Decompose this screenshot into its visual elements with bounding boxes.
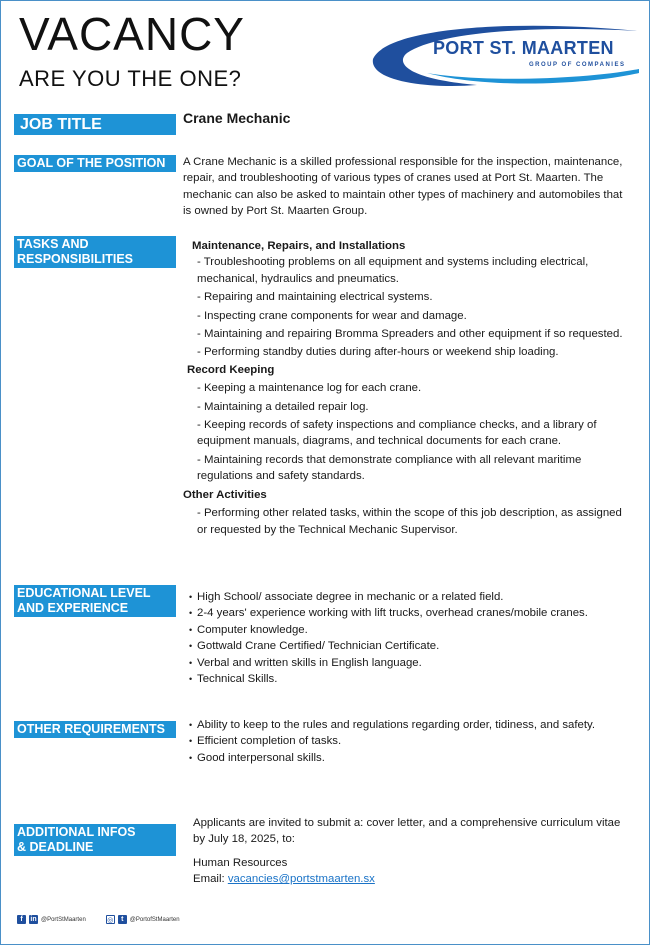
application-instructions: Applicants are invited to submit a: cover letter, and a comprehensive curriculum vitae by July 18, 2025, to: bbox=[193, 817, 621, 846]
tasks-content bbox=[183, 238, 633, 538]
email-label: Email: bbox=[193, 873, 228, 886]
logo-group: GROUP OF COMPANIES bbox=[529, 62, 626, 68]
other-requirements-label: OTHER REQUIREMENTS bbox=[14, 721, 176, 738]
tasks-label-line1: TASKS AND bbox=[17, 237, 89, 251]
social-handle: @PortStMaarten bbox=[41, 916, 86, 923]
list-item: • Ability to keep to the rules and regulations regarding order, tidiness, and safety. bbox=[187, 717, 637, 733]
social-footer bbox=[17, 915, 180, 924]
list-item: • Good interpersonal skills. bbox=[187, 750, 637, 766]
additional-info-label-line1: ADDITIONAL INFOS bbox=[17, 825, 136, 839]
list-item: • Gottwald Crane Certified/ Technician Certificate. bbox=[187, 638, 637, 654]
task-item: - Maintaining records that demonstrate compliance with all relevant maritime regulations and safety standards. bbox=[197, 453, 582, 483]
goal-text: A Crane Mechanic is a skilled professional responsible for the inspection, maintenance, repair, and troubleshooting of various types of cranes used at Port St. Maarten. The mechanic can also be asked to maintain other types of machinery and automobiles that is owned by Port St. Maarten Group. bbox=[183, 156, 623, 218]
twitter-icon[interactable]: t bbox=[118, 915, 127, 924]
list-item: • Efficient completion of tasks. bbox=[187, 733, 637, 749]
task-item: - Keeping records of safety inspections and compliance checks, and a library of equipment manuals, diagrams, and technical documents for each crane. bbox=[197, 419, 597, 448]
task-item: - Troubleshooting problems on all equipment and systems including electrical, mechanical, hydraulics and pneumatics. bbox=[197, 256, 589, 285]
list-item: • 2-4 years' experience working with lift trucks, overhead cranes/mobile cranes. bbox=[187, 605, 637, 621]
additional-info-content bbox=[193, 815, 623, 888]
task-item: - Maintaining a detailed repair log. bbox=[197, 400, 369, 413]
vacancy-subheading: ARE YOU THE ONE? bbox=[19, 66, 242, 91]
email-link[interactable]: vacancies@portstmaarten.sx bbox=[227, 873, 375, 886]
vacancy-heading: VACANCY bbox=[19, 8, 245, 60]
linkedin-icon[interactable]: in bbox=[30, 916, 37, 923]
tasks-label bbox=[14, 236, 176, 268]
task-item: - Repairing and maintaining electrical systems. bbox=[197, 291, 433, 304]
task-group-heading: Maintenance, Repairs, and Installations bbox=[192, 240, 406, 252]
contact-email-line bbox=[193, 871, 623, 887]
task-item: - Performing standby duties during after-hours or weekend ship loading. bbox=[197, 346, 559, 359]
task-group-heading: Record Keeping bbox=[187, 363, 275, 376]
logo-name: PORT ST. MAARTEN bbox=[433, 38, 614, 58]
goal-label: GOAL OF THE POSITION bbox=[14, 155, 176, 172]
education-label-line2: AND EXPERIENCE bbox=[17, 601, 129, 615]
list-item: • Verbal and written skills in English language. bbox=[187, 655, 637, 671]
additional-info-label bbox=[14, 824, 176, 856]
instagram-icon[interactable]: ◎ bbox=[107, 916, 114, 924]
contact-name: Human Resources bbox=[193, 856, 288, 869]
task-item: - Maintaining and repairing Bromma Spreaders and other equipment if so requested. bbox=[197, 328, 623, 341]
education-list bbox=[187, 589, 637, 687]
education-label-line1: EDUCATIONAL LEVEL bbox=[17, 586, 151, 600]
tasks-label-line2: RESPONSIBILITIES bbox=[17, 252, 133, 266]
task-item: - Inspecting crane components for wear and damage. bbox=[197, 309, 467, 322]
social-handle: @PortofStMaarten bbox=[129, 916, 180, 923]
task-item: - Performing other related tasks, within the scope of this job description, as assigned or requested by the Technical Mechanic Supervisor. bbox=[197, 507, 622, 536]
education-label bbox=[14, 585, 176, 617]
list-item: • High School/ associate degree in mechanic or a related field. bbox=[187, 589, 637, 605]
list-item: • Technical Skills. bbox=[187, 671, 637, 687]
task-item: - Keeping a maintenance log for each crane. bbox=[197, 382, 422, 395]
task-group-heading: Other Activities bbox=[183, 488, 267, 501]
job-title-value: Crane Mechanic bbox=[183, 110, 291, 126]
list-item: • Computer knowledge. bbox=[187, 622, 637, 638]
additional-info-label-line2: & DEADLINE bbox=[17, 840, 94, 854]
job-title-label: JOB TITLE bbox=[14, 114, 176, 135]
facebook-icon[interactable]: f bbox=[17, 915, 26, 924]
other-requirements-list bbox=[187, 717, 637, 766]
port-st-maarten-logo bbox=[367, 19, 645, 97]
